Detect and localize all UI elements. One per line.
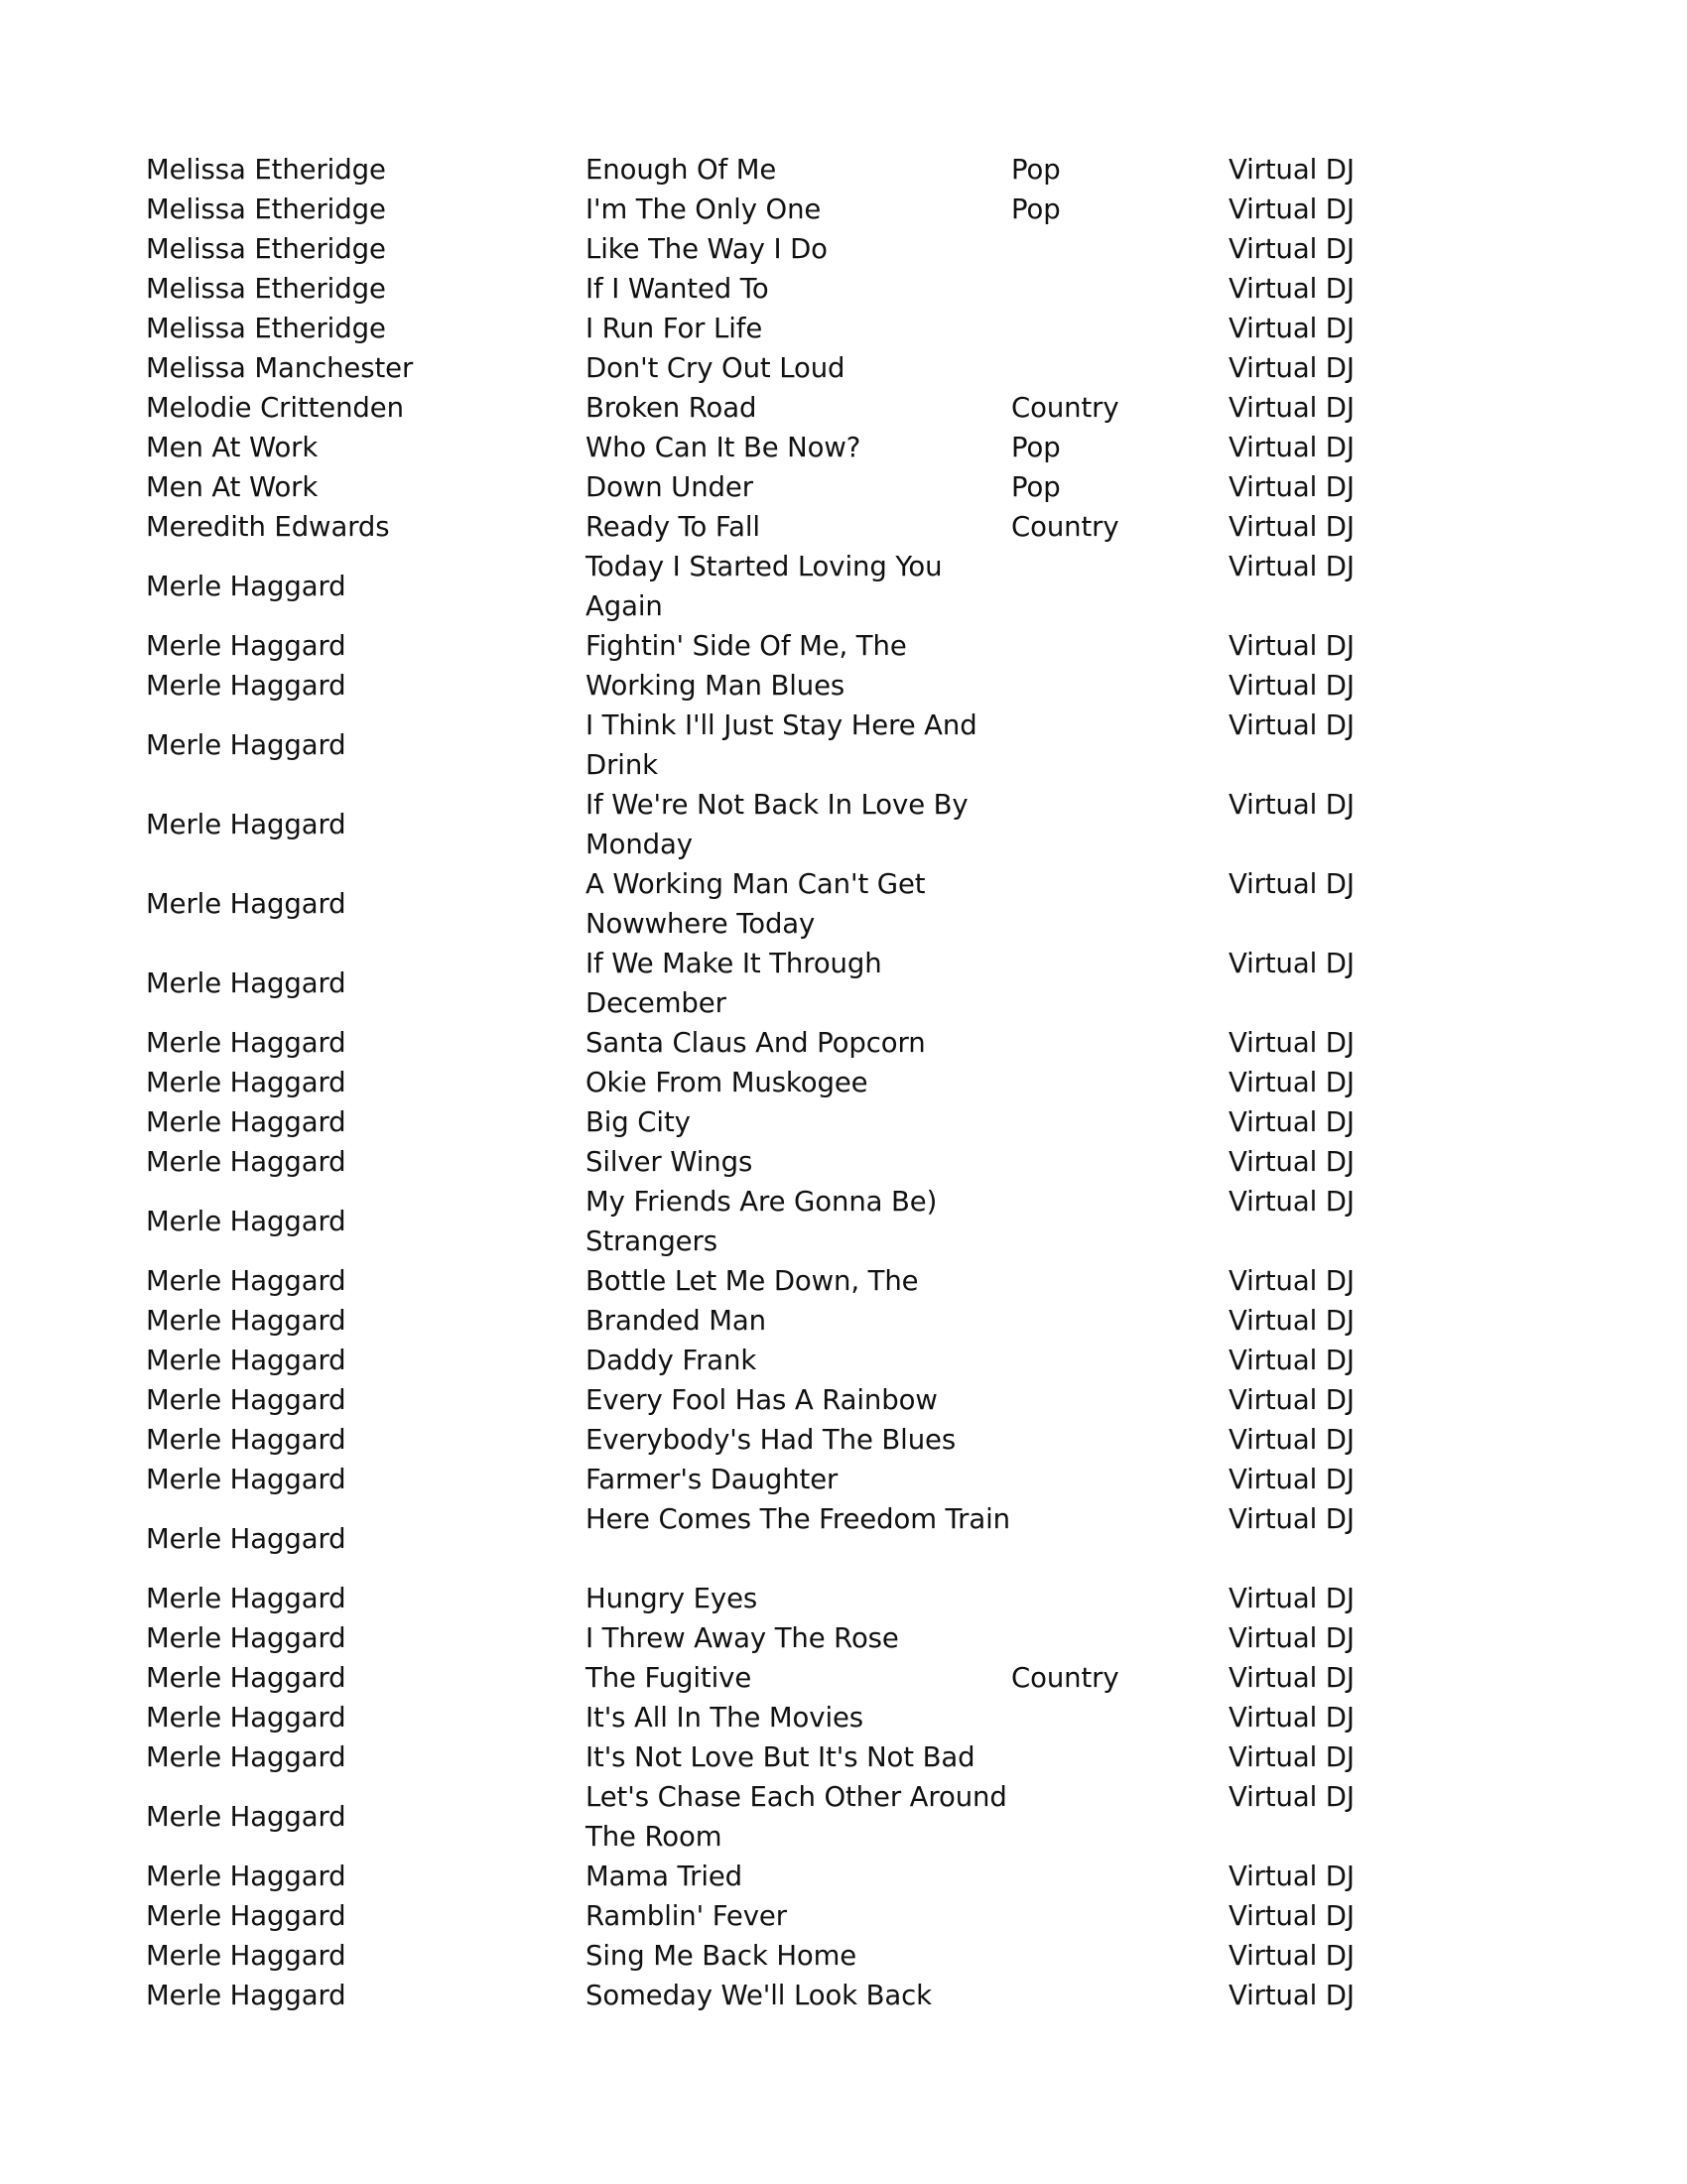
title-line: Drink: [585, 749, 658, 781]
table-row: [0, 467, 1687, 507]
title-cell: [585, 1063, 1012, 1102]
table-row: [0, 1341, 1687, 1380]
table-row: [0, 1063, 1687, 1102]
source-cell: Virtual DJ: [1229, 511, 1355, 543]
title-line: Working Man Blues: [585, 670, 845, 702]
title-cell: [585, 269, 1012, 309]
title-line: If We're Not Back In Love By: [585, 789, 969, 821]
title-cell: [585, 1499, 1012, 1579]
title-cell: [585, 1182, 1012, 1261]
genre-cell: Country: [1011, 392, 1119, 424]
artist-cell: Merle Haggard: [146, 1622, 346, 1654]
title-line: The Room: [585, 1821, 722, 1853]
table-row: [0, 1102, 1687, 1142]
artist-cell: Merle Haggard: [146, 1106, 346, 1138]
source-cell: Virtual DJ: [1229, 1583, 1355, 1614]
source-cell: Virtual DJ: [1229, 1900, 1355, 1932]
title-cell: [585, 666, 1012, 706]
table-row: [0, 666, 1687, 706]
artist-cell: Merle Haggard: [146, 1980, 346, 2011]
source-cell: Virtual DJ: [1229, 789, 1355, 821]
table-row: [0, 190, 1687, 229]
source-cell: Virtual DJ: [1229, 392, 1355, 424]
title-cell: [585, 1023, 1012, 1063]
title-line: A Working Man Can't Get: [585, 868, 926, 900]
title-cell: [585, 507, 1012, 547]
source-cell: Virtual DJ: [1229, 1702, 1355, 1734]
title-cell: [585, 1460, 1012, 1499]
title-line: If I Wanted To: [585, 273, 769, 305]
title-cell: [585, 229, 1012, 269]
genre-cell: Pop: [1011, 471, 1061, 503]
title-line: Ready To Fall: [585, 511, 760, 543]
table-row: [0, 388, 1687, 428]
title-line: If We Make It Through December: [585, 948, 882, 1019]
source-cell: Virtual DJ: [1229, 1424, 1355, 1456]
artist-cell: Merle Haggard: [146, 670, 346, 702]
source-cell: Virtual DJ: [1229, 1067, 1355, 1098]
table-row: [0, 1737, 1687, 1777]
source-cell: Virtual DJ: [1229, 1781, 1355, 1813]
title-cell: [585, 1737, 1012, 1777]
artist-cell: Men At Work: [146, 471, 319, 503]
title-line: Daddy Frank: [585, 1345, 757, 1376]
title-line: Okie From Muskogee: [585, 1067, 868, 1098]
source-cell: Virtual DJ: [1229, 193, 1355, 225]
source-cell: Virtual DJ: [1229, 1861, 1355, 1892]
title-cell: [585, 428, 1012, 467]
artist-cell: Merle Haggard: [146, 571, 346, 602]
title-line: Mama Tried: [585, 1861, 743, 1892]
artist-cell: Merle Haggard: [146, 1940, 346, 1972]
source-cell: Virtual DJ: [1229, 1622, 1355, 1654]
title-line: My Friends Are Gonna Be): [585, 1186, 938, 1218]
title-line: Today I Started Loving You Again: [585, 551, 943, 622]
title-cell: [585, 150, 1012, 190]
source-cell: Virtual DJ: [1229, 1345, 1355, 1376]
title-line: Nowwhere Today: [585, 908, 816, 940]
artist-cell: Merle Haggard: [146, 1801, 346, 1833]
artist-cell: Merle Haggard: [146, 1900, 346, 1932]
title-line: The Fugitive: [585, 1662, 752, 1694]
title-cell: [585, 1579, 1012, 1618]
title-line: Here Comes The Freedom Train: [585, 1503, 1011, 1535]
artist-cell: Merle Haggard: [146, 1464, 346, 1495]
title-cell: [585, 1896, 1012, 1936]
genre-cell: Pop: [1011, 193, 1061, 225]
table-row: [0, 1420, 1687, 1460]
genre-cell: Pop: [1011, 432, 1061, 463]
title-line: Every Fool Has A Rainbow: [585, 1384, 938, 1416]
title-cell: [585, 1420, 1012, 1460]
table-row: [0, 1261, 1687, 1301]
title-cell: [585, 1976, 1012, 2015]
genre-cell: Country: [1011, 1662, 1119, 1694]
title-line: Down Under: [585, 471, 753, 503]
title-line: Don't Cry Out Loud: [585, 352, 845, 384]
artist-cell: Melissa Etheridge: [146, 313, 386, 344]
source-cell: Virtual DJ: [1229, 352, 1355, 384]
table-row: [0, 428, 1687, 467]
title-line: I Think I'll Just Stay Here And: [585, 709, 977, 741]
source-cell: Virtual DJ: [1229, 1980, 1355, 2011]
artist-cell: Merle Haggard: [146, 630, 346, 662]
title-cell: [585, 626, 1012, 666]
title-line: Monday: [585, 829, 693, 860]
artist-cell: Melodie Crittenden: [146, 392, 404, 424]
source-cell: Virtual DJ: [1229, 432, 1355, 463]
table-row: [0, 1698, 1687, 1737]
artist-cell: Merle Haggard: [146, 1067, 346, 1098]
table-row: [0, 1777, 1687, 1857]
artist-cell: Melissa Etheridge: [146, 273, 386, 305]
source-cell: Virtual DJ: [1229, 1464, 1355, 1495]
table-row: [0, 1301, 1687, 1341]
title-line: Someday We'll Look Back: [585, 1980, 933, 2011]
title-line: I'm The Only One: [585, 193, 822, 225]
title-cell: [585, 1380, 1012, 1420]
title-line: Fightin' Side Of Me, The: [585, 630, 907, 662]
source-cell: Virtual DJ: [1229, 670, 1355, 702]
title-line: Ramblin' Fever: [585, 1900, 787, 1932]
table-row: [0, 547, 1687, 626]
source-cell: Virtual DJ: [1229, 471, 1355, 503]
artist-cell: Merle Haggard: [146, 729, 346, 761]
title-line: Enough Of Me: [585, 154, 777, 186]
title-line: [585, 1539, 1012, 1579]
title-cell: [585, 1301, 1012, 1341]
source-cell: Virtual DJ: [1229, 1106, 1355, 1138]
artist-cell: Merle Haggard: [146, 888, 346, 920]
table-row: [0, 1936, 1687, 1976]
artist-cell: Merle Haggard: [146, 1345, 346, 1376]
source-cell: Virtual DJ: [1229, 1503, 1355, 1535]
artist-cell: Melissa Etheridge: [146, 233, 386, 265]
table-row: [0, 864, 1687, 944]
title-line: Bottle Let Me Down, The: [585, 1265, 919, 1297]
title-cell: [585, 944, 1012, 1023]
table-row: [0, 229, 1687, 269]
table-row: [0, 348, 1687, 388]
source-cell: Virtual DJ: [1229, 313, 1355, 344]
table-row: [0, 1896, 1687, 1936]
genre-cell: Country: [1011, 511, 1119, 543]
title-line: Big City: [585, 1106, 691, 1138]
source-cell: Virtual DJ: [1229, 551, 1355, 582]
title-cell: [585, 309, 1012, 348]
table-row: [0, 507, 1687, 547]
title-cell: [585, 348, 1012, 388]
source-cell: Virtual DJ: [1229, 154, 1355, 186]
source-cell: Virtual DJ: [1229, 1265, 1355, 1297]
source-cell: Virtual DJ: [1229, 1186, 1355, 1218]
table-row: [0, 309, 1687, 348]
artist-cell: Merle Haggard: [146, 1583, 346, 1614]
source-cell: Virtual DJ: [1229, 273, 1355, 305]
title-cell: [585, 388, 1012, 428]
table-row: [0, 1142, 1687, 1182]
source-cell: Virtual DJ: [1229, 630, 1355, 662]
title-line: Who Can It Be Now?: [585, 432, 861, 463]
source-cell: Virtual DJ: [1229, 868, 1355, 900]
artist-cell: Merle Haggard: [146, 809, 346, 840]
source-cell: Virtual DJ: [1229, 1384, 1355, 1416]
title-line: I Threw Away The Rose: [585, 1622, 899, 1654]
table-row: [0, 785, 1687, 864]
source-cell: Virtual DJ: [1229, 1940, 1355, 1972]
title-line: Broken Road: [585, 392, 757, 424]
title-cell: [585, 1261, 1012, 1301]
title-line: I Run For Life: [585, 313, 763, 344]
table-row: [0, 1857, 1687, 1896]
title-line: Like The Way I Do: [585, 233, 828, 265]
title-cell: [585, 467, 1012, 507]
title-cell: [585, 1857, 1012, 1896]
artist-cell: Melissa Etheridge: [146, 193, 386, 225]
artist-cell: Merle Haggard: [146, 1662, 346, 1694]
source-cell: Virtual DJ: [1229, 709, 1355, 741]
table-row: [0, 1618, 1687, 1658]
title-cell: [585, 1698, 1012, 1737]
artist-cell: Merle Haggard: [146, 1523, 346, 1555]
artist-cell: Merle Haggard: [146, 1305, 346, 1337]
artist-cell: Merle Haggard: [146, 1861, 346, 1892]
source-cell: Virtual DJ: [1229, 1741, 1355, 1773]
source-cell: Virtual DJ: [1229, 1662, 1355, 1694]
title-cell: [585, 1658, 1012, 1698]
title-line: Sing Me Back Home: [585, 1940, 857, 1972]
source-cell: Virtual DJ: [1229, 233, 1355, 265]
table-row: [0, 1658, 1687, 1698]
title-line: Santa Claus And Popcorn: [585, 1027, 926, 1059]
table-row: [0, 150, 1687, 190]
title-line: Branded Man: [585, 1305, 766, 1337]
artist-cell: Merle Haggard: [146, 1206, 346, 1237]
table-row: [0, 269, 1687, 309]
artist-cell: Merle Haggard: [146, 1384, 346, 1416]
title-cell: [585, 190, 1012, 229]
artist-cell: Merle Haggard: [146, 967, 346, 999]
artist-cell: Meredith Edwards: [146, 511, 390, 543]
artist-cell: Merle Haggard: [146, 1146, 346, 1178]
title-cell: [585, 706, 1012, 785]
title-line: Silver Wings: [585, 1146, 753, 1178]
title-cell: [585, 1142, 1012, 1182]
title-cell: [585, 785, 1012, 864]
source-cell: Virtual DJ: [1229, 1027, 1355, 1059]
title-line: Farmer's Daughter: [585, 1464, 839, 1495]
source-cell: Virtual DJ: [1229, 1146, 1355, 1178]
title-line: Everybody's Had The Blues: [585, 1424, 957, 1456]
title-line: It's All In The Movies: [585, 1702, 864, 1734]
table-row: [0, 1182, 1687, 1261]
title-cell: [585, 864, 1012, 944]
title-cell: [585, 1102, 1012, 1142]
artist-cell: Men At Work: [146, 432, 319, 463]
title-line: Strangers: [585, 1225, 717, 1257]
table-row: [0, 944, 1687, 1023]
source-cell: Virtual DJ: [1229, 948, 1355, 979]
title-cell: [585, 1618, 1012, 1658]
title-line: Hungry Eyes: [585, 1583, 758, 1614]
table-row: [0, 1380, 1687, 1420]
table-row: [0, 706, 1687, 785]
title-cell: [585, 1936, 1012, 1976]
title-cell: [585, 547, 1012, 626]
table-row: [0, 1579, 1687, 1618]
table-row: [0, 1976, 1687, 2015]
artist-cell: Merle Haggard: [146, 1027, 346, 1059]
table-row: [0, 1499, 1687, 1579]
source-cell: Virtual DJ: [1229, 1305, 1355, 1337]
title-line: Let's Chase Each Other Around: [585, 1781, 1007, 1813]
artist-cell: Merle Haggard: [146, 1424, 346, 1456]
artist-cell: Merle Haggard: [146, 1265, 346, 1297]
genre-cell: Pop: [1011, 154, 1061, 186]
artist-cell: Merle Haggard: [146, 1702, 346, 1734]
artist-cell: Melissa Etheridge: [146, 154, 386, 186]
title-cell: [585, 1777, 1012, 1857]
title-line: It's Not Love But It's Not Bad: [585, 1741, 975, 1773]
artist-cell: Melissa Manchester: [146, 352, 414, 384]
table-row: [0, 1023, 1687, 1063]
title-cell: [585, 1341, 1012, 1380]
table-row: [0, 626, 1687, 666]
artist-cell: Merle Haggard: [146, 1741, 346, 1773]
table-row: [0, 1460, 1687, 1499]
